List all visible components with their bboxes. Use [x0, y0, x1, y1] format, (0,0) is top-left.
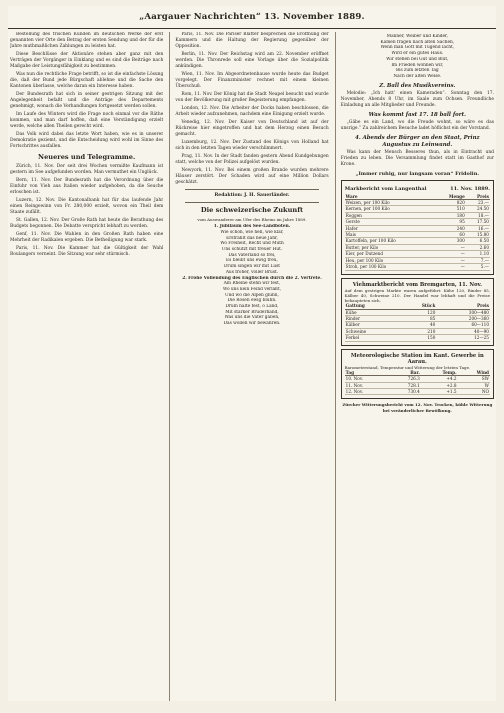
weather-title: Meteorologische Station im Kant. Gewerbe in Aarau. — [350, 352, 484, 365]
market-row-cell: — — [435, 257, 466, 263]
market-row-cell: 180 — [435, 212, 466, 218]
poem — [175, 224, 328, 327]
market-row-cell: Kartoffeln, per 100 Kilo — [345, 238, 435, 244]
paragraph: Im Laufe des Winters wird die Frage noch einmal vor die Räthe kommen, und man darf hoffen, daß eine Verständigung erzielt werde, welche allen Theilen gerecht wird. — [10, 112, 164, 129]
poem-line: Aus froher, voller Brust. — [225, 269, 279, 275]
weather-row-cell: 11. Nov. — [345, 382, 389, 388]
poem-line: Wenn man Gott mit Tugend lacht, — [380, 45, 455, 51]
cattle-header: Gattung — [345, 303, 399, 309]
poem-line: Kamen fragen nach alten Sachen, — [380, 39, 455, 45]
market-row-cell: Mais — [345, 232, 435, 238]
ad-text: Melodie: „Ich hatt' einen Kameraden“. Sonntag den 17. November, Abends 8 Uhr, im Saale zum Ochsen. Freundliche Einladung an alle Mitglieder und Freunde. — [340, 90, 494, 108]
poem-title: Die schweizerische Zukunft — [200, 206, 304, 214]
market-row-cell: Roggen — [345, 212, 435, 218]
weather-row-cell: NO — [458, 388, 490, 394]
poem-line: Das wollen wir bewahren. — [223, 321, 281, 327]
market-row-cell: — — [435, 251, 466, 257]
news-item: Berlin, 11. Nov. Der Reichstag wird am 22. November eröffnet werden. Die Thronrede soll eine Vorlage über die Sozialpolitik ankündigen. — [175, 52, 329, 69]
market-row-cell: 95 — [435, 219, 466, 225]
paragraph: Was nun die rechtliche Frage betrifft, so ist die einfachste Lösung die, daß der Bund jede Bürgschaft ablehne und die Sache den Kantonen überlasse, welche daran ein Interesse haben. — [10, 72, 164, 89]
poem-continued — [341, 34, 494, 80]
paragraph: Das Volk wird dabei das letzte Wort haben, wie es in unserer Demokratie geziemt, und die Entscheidung wird wohl im Sinne des Fortschrittes ausfallen. — [10, 132, 164, 149]
divider — [185, 189, 318, 190]
poem-line: Erstrahlt das neue Jahr, — [226, 235, 278, 241]
poem-line: Wie schön, wie hell, wie klar, — [220, 229, 284, 235]
news-item: Luxemburg, 12. Nov. Der Zustand des Königs von Holland hat sich in den letzten Tagen wieder verschlimmert. — [175, 140, 329, 151]
market-row-cell: 15.80 — [466, 232, 490, 238]
market-row-cell: Hafer — [345, 225, 435, 231]
news-item: Prag, 11. Nov. In der Stadt fanden gestern Abend Kundgebungen statt, welche von der Polizei aufgelöst wurden. — [175, 154, 329, 165]
ad-text: „Gäbe es ein Land, wo die Freude wohnt, so wäre es das unsrige.“ Zu zahlreichem Besuche ladet höflichst ein der Vorstand. — [340, 119, 494, 131]
poem-line: Drum halte fest, o Land, — [225, 304, 279, 310]
news-item: Genf, 11. Nov. Die Wahlen in den Großen Rath haben eine Mehrheit der Radikalen ergeben. Die Betheiligung war stark. — [10, 232, 164, 243]
market-row-cell: 23.— — [466, 200, 490, 206]
poem-line: Es bleibt uns ewig treu, — [226, 258, 278, 264]
news-item: Bern, 11. Nov. Der Bundesrath hat die Verordnung über die Einfuhr von Vieh aus Italien wieder aufgehoben, da die Seuche erloschen ist. — [10, 178, 164, 195]
news-item: Luzern, 12. Nov. Die Kantonalbank hat für das laufende Jahr einen Reingewinn von Fr. 280,000 erzielt, wovon ein Theil dem Staate zufällt. — [10, 198, 164, 215]
market-report — [341, 180, 494, 275]
market-row-cell: Butter, per Kilo — [345, 244, 435, 250]
cattle-row-cell: Kühe — [345, 309, 399, 315]
cattle-text: Auf dem gestrigen Markte waren aufgeführt: Kühe 120, Rinder 85, Kälber 40, Schweine 210. Der Handel war lebhaft und die Preise behaupteten sich. — [344, 287, 490, 303]
market-row-cell: 60 — [435, 232, 466, 238]
poem-line: Wird er ein gutes Haus. — [391, 51, 444, 57]
column-1 — [10, 32, 163, 701]
ad-title: 4. Abends der Bürger an den Staat, Prinz Augustus zu Leinwand. — [355, 134, 480, 148]
market-row-cell: 240 — [435, 225, 466, 231]
weather-text: Barometerstand, Temperatur und Witterung der letzten Tage. — [344, 364, 471, 370]
ad-title: Was kommt fast 17. 18 ball fort. — [368, 111, 466, 118]
weather-row-cell: 10. Nov. — [345, 376, 389, 382]
poem-line: 1. Jubiläum des See-Landboten. — [213, 224, 291, 230]
market-row-cell: — — [435, 264, 466, 270]
poem-subtitle: vom Auswanderer am Ufer des Rheins im Jahre 1889. — [197, 217, 307, 222]
market-row-cell: 820 — [435, 200, 466, 206]
market-title: Markbericht vom Langenthal — [344, 185, 427, 192]
cattle-row-cell: 85 — [399, 315, 436, 321]
market-row-cell: Heu, per 100 Kilo — [345, 257, 435, 263]
weather-row-cell: +1.5 — [421, 388, 458, 394]
poem-line: Uns schützt mit treuer Hut. — [221, 247, 283, 253]
market-row — [345, 264, 490, 270]
poem-line: Drum singen wir mit Lust — [223, 264, 281, 270]
weather-row-cell: W — [458, 382, 490, 388]
market-header: Preis — [466, 194, 490, 200]
market-row-cell: 510 — [435, 206, 466, 212]
market-row-cell: 6.50 — [466, 238, 490, 244]
news-item: Venedig, 12. Nov. Der Kaiser von Deutschland ist auf der Rückreise hier eingetroffen und hat dem Herzog einen Besuch gemacht. — [175, 120, 329, 137]
market-header: Menge — [435, 194, 466, 200]
market-row-cell: 5.— — [466, 264, 490, 270]
paragraph: Bestellung des frischen Kunden im deutschen Werke der erst genannten vier Orte den Betrag der ersten Sendung und der für die Jahre muthmaßlichen Zahlungen zu leisten hat. — [10, 32, 164, 49]
market-row-cell: Gerste — [345, 219, 435, 225]
news-item: London, 12. Nov. Die Arbeiter der Docks haben beschlossen, die Arbeit wieder aufzunehmen, nachdem eine Einigung erzielt wurde. — [175, 106, 329, 117]
cattle-row-cell: Schweine — [345, 328, 399, 334]
market-title-row — [345, 186, 490, 192]
market-row-cell: 17.50 — [466, 219, 490, 225]
weather-row-cell: 726.3 — [389, 376, 421, 382]
poem-line: Das Vaterland so frei, — [228, 252, 276, 258]
column-2 — [169, 32, 328, 701]
market-row-cell: Stroh, per 100 Kilo — [345, 264, 435, 270]
section-heading: Neueres und Telegramme. — [38, 153, 136, 161]
news-item: Wien, 11. Nov. Im Abgeordnetenhause wurde heute das Budget vorgelegt. Der Finanzminister rechnet mit einem kleinen Überschuß. — [175, 72, 329, 89]
masthead — [8, 6, 496, 29]
cattle-header: Preis — [436, 303, 490, 309]
poem-line: Wo uns kein Feind verläßt, — [222, 286, 282, 292]
cattle-table-body — [345, 309, 490, 341]
cattle-row-cell: Ferkel — [345, 335, 399, 341]
weather-row-cell: 730.4 — [389, 388, 421, 394]
weather-row — [345, 388, 490, 394]
newspaper-page — [8, 6, 496, 701]
weather-row-cell: +4.2 — [421, 376, 458, 382]
market-row-cell: Kernen, per 100 Kilo — [345, 206, 435, 212]
news-item: Rom, 11. Nov. Der König hat die Stadt Neapel besucht und wurde von der Bevölkerung mit großer Begeisterung empfangen. — [175, 92, 329, 103]
weather-header: Temp. — [421, 370, 458, 376]
cattle-header: Stück — [399, 303, 436, 309]
market-row-cell: Weizen, per 100 Kilo — [345, 200, 435, 206]
cattle-row-cell: 200—360 — [436, 315, 490, 321]
poem-line: Mit starker Bruderhand, — [225, 309, 279, 315]
poem-line: 2. Frohe Vollendung des Englischen durch die 2. Vertrete. — [182, 275, 322, 281]
market-row-cell: 1.10 — [466, 251, 490, 257]
poem-line: Die Rosen ewig blühn. — [227, 298, 277, 304]
poem-line: Nach der alten Weise. — [393, 73, 442, 79]
market-row-cell: 300 — [435, 238, 466, 244]
cattle-row-cell: 150 — [399, 335, 436, 341]
columns — [10, 32, 494, 701]
market-row-cell: — — [435, 244, 466, 250]
weather-row-cell: 12. Nov. — [345, 388, 389, 394]
market-table-body — [345, 200, 490, 270]
cattle-row-cell: Kälber — [345, 322, 399, 328]
market-header: Ware — [345, 194, 435, 200]
poem-line: Was uns die Väter gaben, — [224, 315, 280, 321]
cattle-row-cell: 60—110 — [436, 322, 490, 328]
cattle-row-cell: 12—25 — [436, 335, 490, 341]
paragraph: Der Bundesrath hat sich in seiner gestrigen Sitzung mit der Angelegenheit befaßt und die Anträge des Departements genehmigt, wonach die Verhandlungen fortgesetzt werden sollen. — [10, 92, 164, 109]
market-row-cell: Eier, per Dutzend — [345, 251, 435, 257]
quote: „Immer ruhig, nur langsam voran“ Fridolin. — [355, 170, 480, 177]
cattle-table — [345, 303, 490, 341]
cattle-row — [345, 335, 490, 341]
news-item: Newyork, 11. Nov. Bei einem großen Brande wurden mehrere Häuser zerstört. Der Schaden wird auf eine Million Dollars geschätzt. — [175, 168, 329, 185]
cattle-row-cell: 40—90 — [436, 328, 490, 334]
cattle-row-cell: 300—480 — [436, 309, 490, 315]
poem-line: Am Rheine stehn wir fest, — [223, 281, 281, 287]
weather-header: Wind — [458, 370, 490, 376]
market-table — [345, 194, 490, 271]
bottom-notice: Zürcher Witterungsbericht vom 12. Nov. Trocken, kühle Witterung bei veränderlicher Bewölkung. — [342, 402, 493, 413]
weather-header: Bar. — [389, 370, 421, 376]
weather-header: Tag — [345, 370, 389, 376]
news-item: St. Gallen, 12. Nov. Der Große Rath hat heute die Berathung des Budgets begonnen. Die Debatte verspricht lebhaft zu werden. — [10, 218, 164, 229]
poem-line: Und wo die Alpen glühn, — [225, 292, 279, 298]
news-item: Paris, 11. Nov. Die Kammer hat die Gültigkeit der Wahl Boulangers verneint. Die Sitzung war sehr stürmisch. — [10, 246, 164, 257]
market-row-cell: 7.— — [466, 257, 490, 263]
masthead-title: „Aargauer Nachrichten“ 13. November 1889. — [139, 12, 365, 22]
column-3 — [335, 32, 494, 701]
market-row-cell: 2.60 — [466, 244, 490, 250]
weather-table — [345, 370, 490, 396]
poem-line: Männer, Weiber und Kinder, — [386, 34, 448, 39]
cattle-row-cell: Rinder — [345, 315, 399, 321]
weather-table-body — [345, 376, 490, 395]
cattle-row-cell: 210 — [399, 328, 436, 334]
market-row-cell: 24.50 — [466, 206, 490, 212]
cattle-report — [341, 278, 494, 346]
editor-line: Redaktion: J. H. Sauerländer. — [214, 193, 290, 198]
divider — [185, 202, 318, 203]
weather-row-cell: 728.1 — [389, 382, 421, 388]
poem-line: Wo Freiheit, Recht und Muth — [220, 241, 284, 247]
cattle-row-cell: 120 — [399, 309, 436, 315]
weather-row-cell: SW — [458, 376, 490, 382]
ad-title: Z. Ball des Musikvereins. — [379, 82, 456, 89]
news-item: Zürich, 11. Nov. Der seit drei Wochen vermißte Kaufmann ist gestern im See aufgefunden worden. Man vermuthet ein Unglück. — [10, 164, 164, 175]
cattle-title: Viehmarktbericht vom Bremgarten, 11. Nov. — [352, 281, 482, 288]
market-date: 11. Nov. 1889. — [450, 185, 490, 192]
ad-text: Was kann der Mensch Besseres thun, als in Eintracht und Frieden zu leben. Die Versammlung findet statt im Gasthof zur Krone. — [340, 149, 494, 167]
weather-row-cell: +2.8 — [421, 382, 458, 388]
market-row-cell: 18.— — [466, 212, 490, 218]
paragraph: Diese Beschlüsse der Aktionäre stehen aber ganz mit den Verträgen der Vorgänger in Einklang und es sind die Beiträge nach Maßgabe der Leistungsfähigkeit zu bestimmen. — [10, 52, 164, 69]
market-row-cell: 16.— — [466, 225, 490, 231]
poem-line: Bis zum letzten Tag — [395, 68, 439, 74]
cattle-row-cell: 40 — [399, 322, 436, 328]
poem-line: Im Frieden wohnen wir, — [391, 62, 444, 68]
weather-report — [341, 349, 494, 400]
poem-line: Wir stehen bei Gut und Blut, — [386, 56, 449, 62]
news-item: Paris, 11. Nov. Die Pariser Blätter besprechen die Eröffnung der Kammern und die Haltung der Regierung gegenüber der Opposition. — [175, 32, 329, 49]
